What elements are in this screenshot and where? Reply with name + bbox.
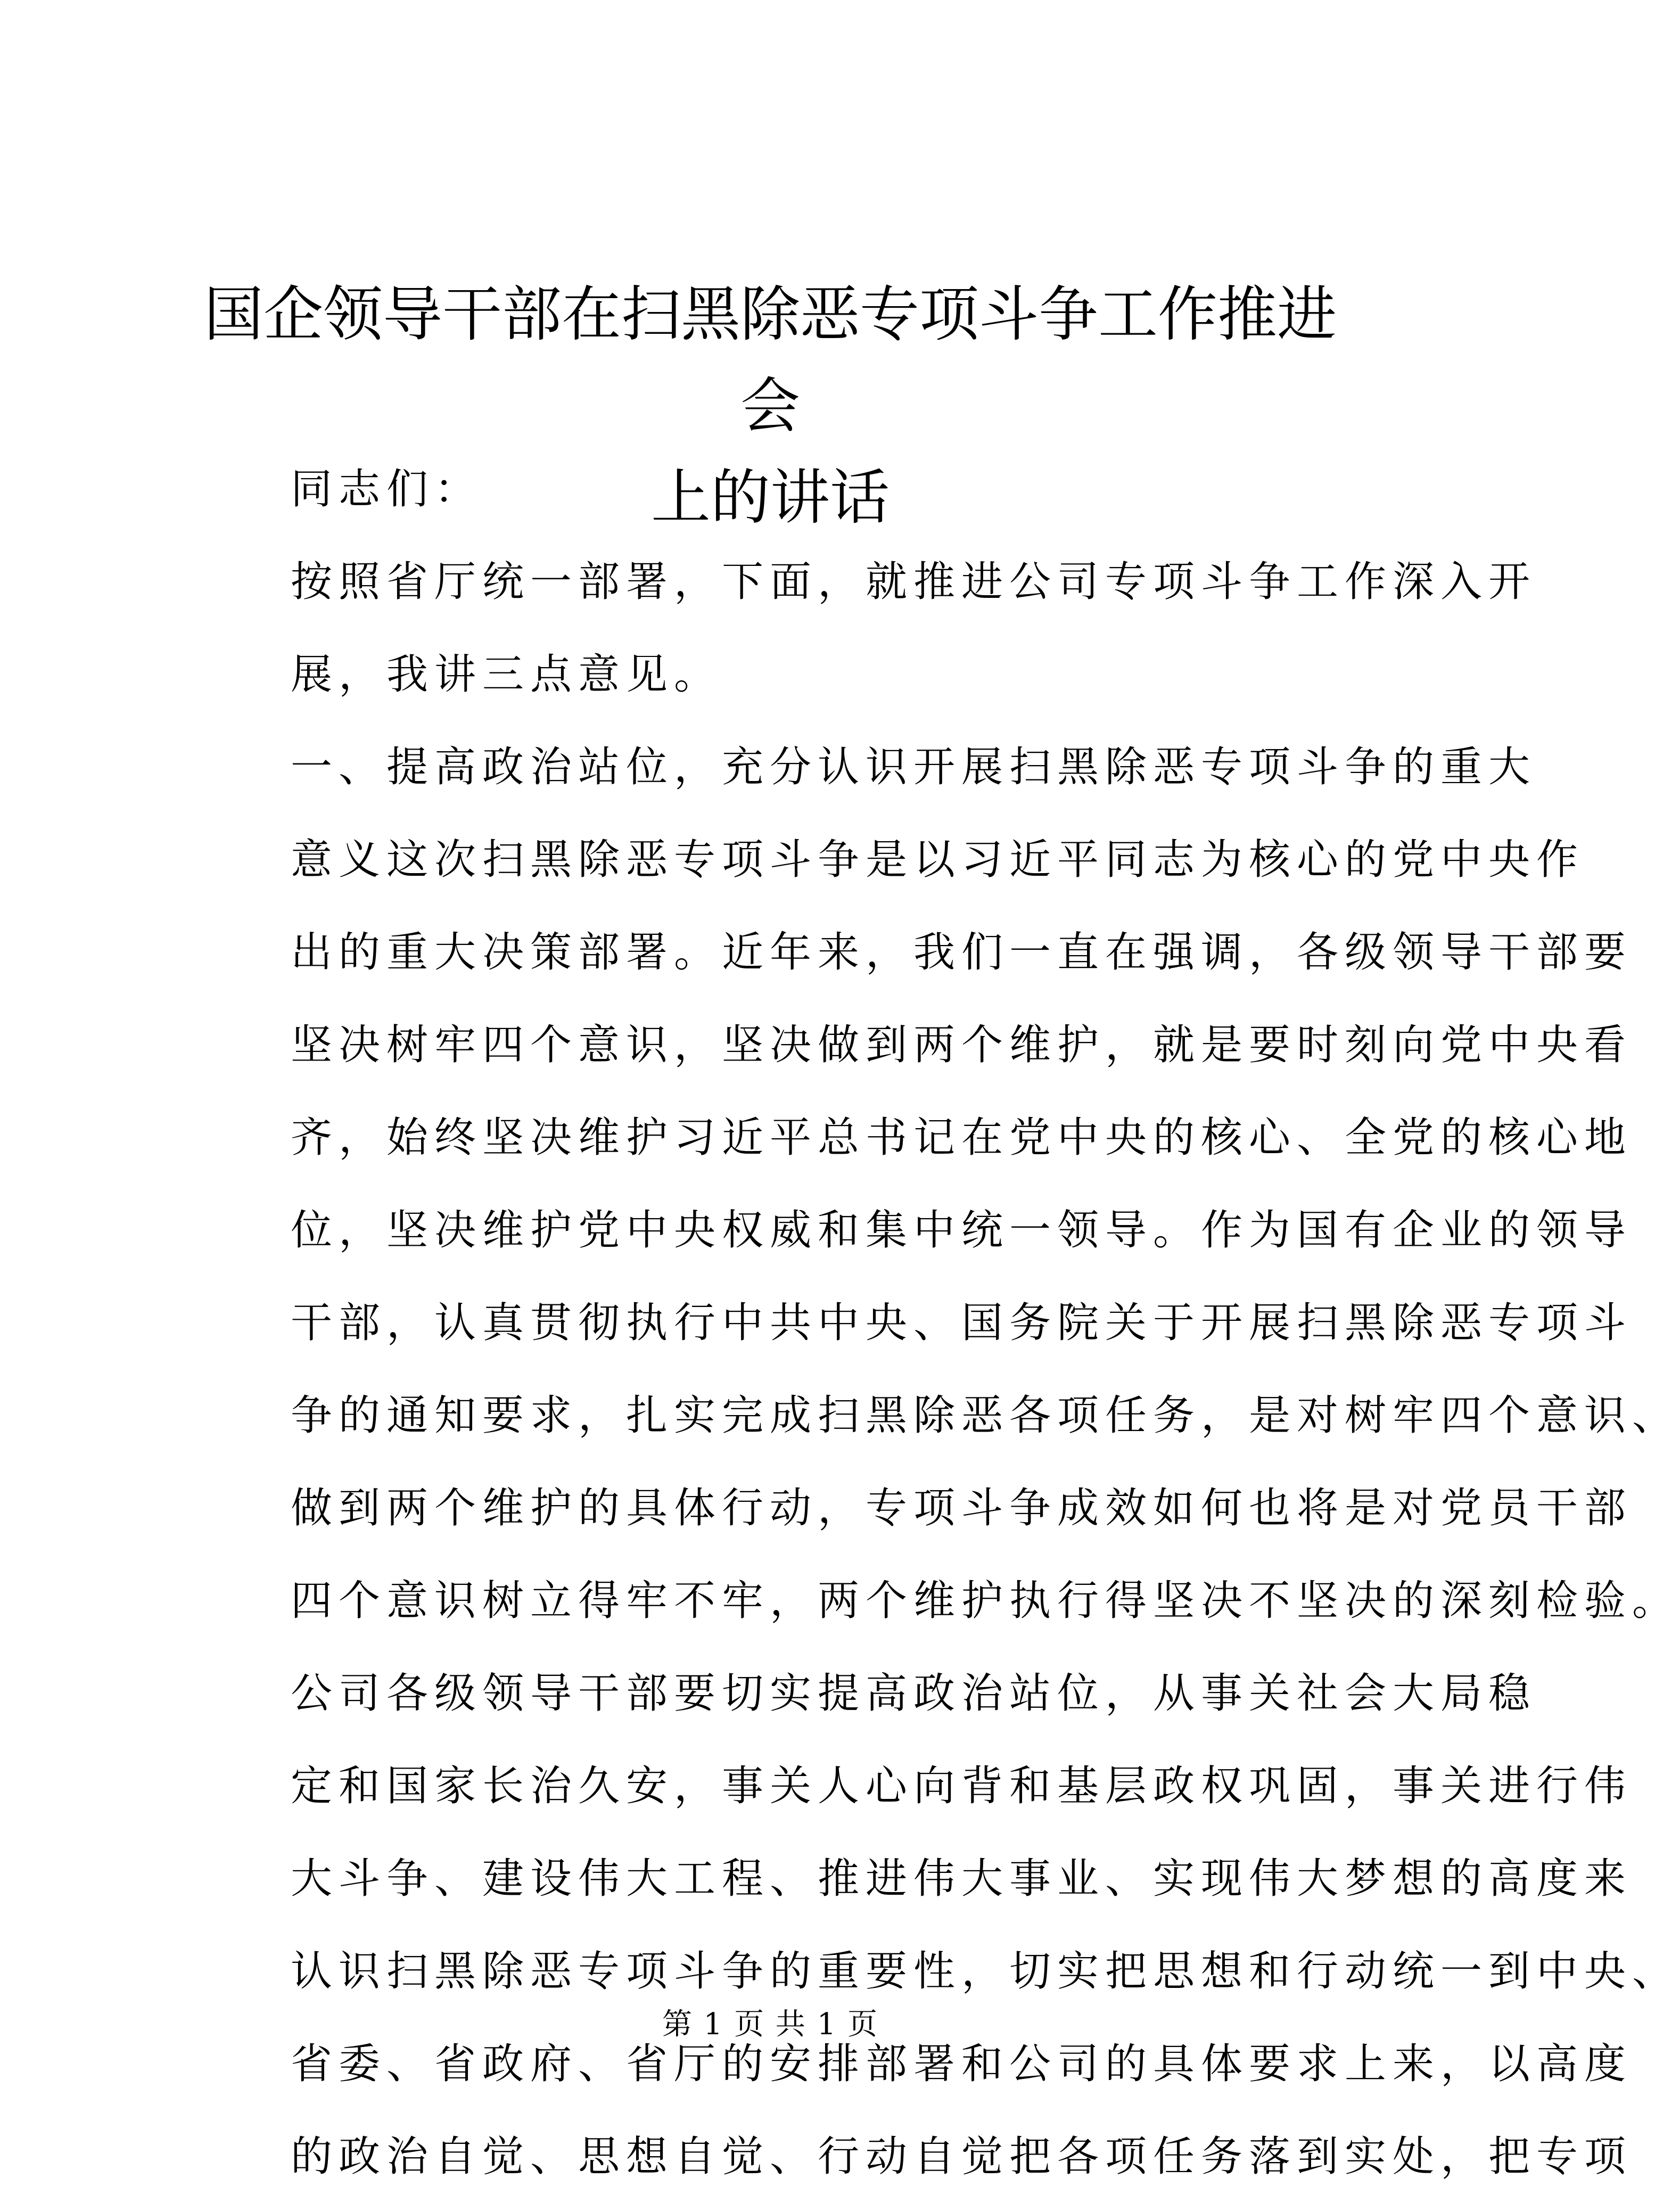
body-paragraph — [208, 1647, 1680, 2203]
document-body — [208, 443, 1680, 2203]
section-one-paragraph — [208, 721, 1680, 1647]
text-line: 认识扫黑除恶专项斗争的重要性，切实把思想和行动统一到中央、 — [291, 1947, 1680, 1995]
text-line: 同志们： — [291, 465, 483, 513]
text-line: 位，坚决维护党中央权威和集中统一领导。作为国有企业的领导 — [291, 1206, 1633, 1254]
title-line-1: 国企领导干部在扫黑除恶专项斗争工作推进会 — [204, 280, 1337, 441]
text-line: 公司各级领导干部要切实提高政治站位，从事关社会大局稳 — [291, 1670, 1537, 1717]
salutation-paragraph — [208, 443, 1341, 536]
intro-paragraph — [208, 536, 1537, 721]
page-footer: 第 1 页 共 1 页 — [662, 2007, 879, 2042]
text-line: 坚决树牢四个意识，坚决做到两个维护，就是要时刻向党中央看 — [291, 1021, 1633, 1069]
text-line: 一、提高政治站位，充分认识开展扫黑除恶专项斗争的重大 — [291, 743, 1537, 791]
text-line: 的政治自觉、思想自觉、行动自觉把各项任务落到实处，把专项 — [291, 2133, 1633, 2181]
text-line: 做到两个维护的具体行动，专项斗争成效如何也将是对党员干部 — [291, 1484, 1633, 1532]
text-line: 意义这次扫黑除恶专项斗争是以习近平同志为核心的党中央作 — [291, 836, 1585, 884]
title-line-2: 上的讲话 — [651, 463, 890, 532]
text-line: 出的重大决策部署。近年来，我们一直在强调，各级领导干部要 — [291, 928, 1633, 976]
text-line: 展，我讲三点意见。 — [291, 651, 722, 698]
text-line: 四个意识树立得牢不牢，两个维护执行得坚决不坚决的深刻检验。 — [291, 1577, 1680, 1625]
text-line: 大斗争、建设伟大工程、推进伟大事业、实现伟大梦想的高度来 — [291, 1855, 1633, 1903]
text-line: 争的通知要求，扎实完成扫黑除恶各项任务，是对树牢四个意识、 — [291, 1392, 1680, 1440]
text-line: 定和国家长治久安，事关人心向背和基层政权巩固，事关进行伟 — [291, 1762, 1633, 1810]
text-line: 齐，始终坚决维护习近平总书记在党中央的核心、全党的核心地 — [291, 1114, 1633, 1162]
text-line: 按照省厅统一部署，下面，就推进公司专项斗争工作深入开 — [291, 558, 1537, 606]
text-line: 干部，认真贯彻执行中共中央、国务院关于开展扫黑除恶专项斗 — [291, 1299, 1633, 1347]
text-line: 省委、省政府、省厅的安排部署和公司的具体要求上来，以高度 — [291, 2040, 1633, 2088]
